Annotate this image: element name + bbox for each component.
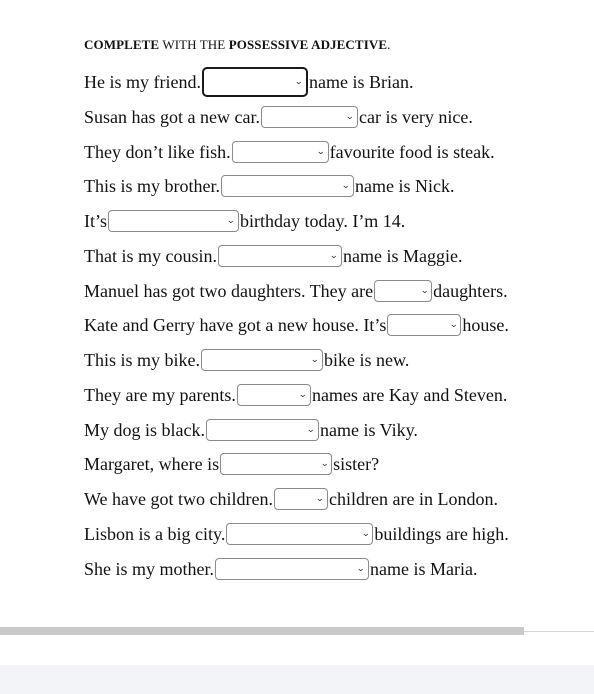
chevron-down-icon: ⌄ (306, 425, 316, 435)
answer-dropdown-9[interactable] (201, 349, 323, 371)
chevron-down-icon: ⌄ (329, 251, 339, 261)
exercise-line-4 (84, 173, 454, 199)
sentence-after: name is Maria. (370, 558, 478, 579)
exercise-line-10 (84, 382, 507, 408)
exercise-line-2 (84, 104, 473, 130)
chevron-down-icon: ⌄ (319, 459, 329, 469)
chevron-down-icon: ⌄ (226, 216, 236, 226)
sentence-after: names are Kay and Steven. (311, 384, 508, 405)
answer-dropdown-8[interactable] (387, 314, 461, 336)
sentence-before: This is my bike. (84, 349, 200, 370)
exercise-line-14 (84, 521, 509, 547)
exercise-line-15 (84, 556, 477, 582)
instruction-complete: COMPLETE (84, 37, 160, 52)
answer-dropdown-1[interactable] (202, 67, 308, 97)
sentence-after: name is Nick. (355, 175, 455, 196)
sentence-before: He is my friend. (84, 71, 201, 92)
sentence-before: We have got two children. (84, 488, 273, 509)
sentence-after: name is Brian. (308, 71, 414, 92)
answer-dropdown-6[interactable] (218, 245, 342, 267)
chevron-down-icon: ⌄ (315, 494, 325, 504)
sentence-after: daughters. (433, 280, 508, 301)
sentence-after: name is Viky. (320, 419, 418, 440)
sentence-after: favourite food is steak. (329, 141, 495, 162)
exercise-line-9 (84, 347, 409, 373)
answer-dropdown-13[interactable] (274, 488, 328, 510)
answer-dropdown-2[interactable] (261, 106, 358, 128)
answer-dropdown-11[interactable] (206, 419, 319, 441)
sentence-before: That is my cousin. (84, 245, 217, 266)
sentence-after: birthday today. I’m 14. (240, 210, 406, 231)
sentence-before: Margaret, where is (84, 453, 220, 474)
sentence-before: My dog is black. (84, 419, 205, 440)
instruction-period: . (387, 37, 391, 52)
chevron-down-icon: ⌄ (310, 355, 320, 365)
chevron-down-icon: ⌄ (345, 112, 355, 122)
scrollbar-track (524, 631, 594, 632)
answer-dropdown-12[interactable] (220, 453, 332, 475)
exercise-line-5 (84, 208, 405, 234)
sentence-before: They don’t like fish. (84, 141, 231, 162)
exercise-line-12 (84, 451, 379, 477)
sentence-before: It’s (84, 210, 108, 231)
chevron-down-icon: ⌄ (356, 564, 366, 574)
sentence-after: buildings are high. (374, 523, 509, 544)
sentence-after: bike is new. (324, 349, 410, 370)
sentence-after: car is very nice. (358, 106, 473, 127)
exercise-line-11 (84, 417, 418, 443)
answer-dropdown-10[interactable] (237, 384, 311, 406)
answer-dropdown-3[interactable] (232, 141, 329, 163)
sentence-before: They are my parents. (84, 384, 236, 405)
sentence-after: children are in London. (329, 488, 498, 509)
sentence-before: Susan has got a new car. (84, 106, 260, 127)
answer-dropdown-14[interactable] (226, 523, 373, 545)
answer-dropdown-15[interactable] (215, 558, 369, 580)
chevron-down-icon: ⌄ (316, 147, 326, 157)
horizontal-scrollbar[interactable] (0, 627, 524, 635)
chevron-down-icon: ⌄ (298, 390, 308, 400)
exercise-line-8 (84, 312, 509, 338)
answer-dropdown-5[interactable] (108, 210, 239, 232)
sentence-before: Manuel has got two daughters. They are (84, 280, 374, 301)
sentence-after: name is Maggie. (343, 245, 463, 266)
answer-dropdown-7[interactable] (374, 280, 432, 302)
sentence-after: house. (462, 314, 509, 335)
instruction-possessive-adjective: POSSESSIVE ADJECTIVE (228, 37, 388, 52)
footer-bar (0, 665, 594, 694)
sentence-before: Kate and Gerry have got a new house. It’s (84, 314, 387, 335)
chevron-down-icon: ⌄ (449, 320, 459, 330)
chevron-down-icon: ⌄ (341, 181, 351, 191)
exercise-line-7 (84, 278, 508, 304)
chevron-down-icon: ⌄ (294, 77, 304, 87)
instruction (84, 37, 390, 53)
chevron-down-icon: ⌄ (361, 529, 371, 539)
chevron-down-icon: ⌄ (419, 286, 429, 296)
sentence-after: sister? (333, 453, 380, 474)
sentence-before: Lisbon is a big city. (84, 523, 226, 544)
exercise-line-3 (84, 139, 495, 165)
sentence-before: This is my brother. (84, 175, 220, 196)
instruction-with-the: WITH THE (159, 37, 229, 52)
sentence-before: She is my mother. (84, 558, 214, 579)
answer-dropdown-4[interactable] (221, 175, 354, 197)
exercise-line-1 (84, 69, 413, 95)
exercise-line-6 (84, 243, 462, 269)
exercise-line-13 (84, 486, 498, 512)
